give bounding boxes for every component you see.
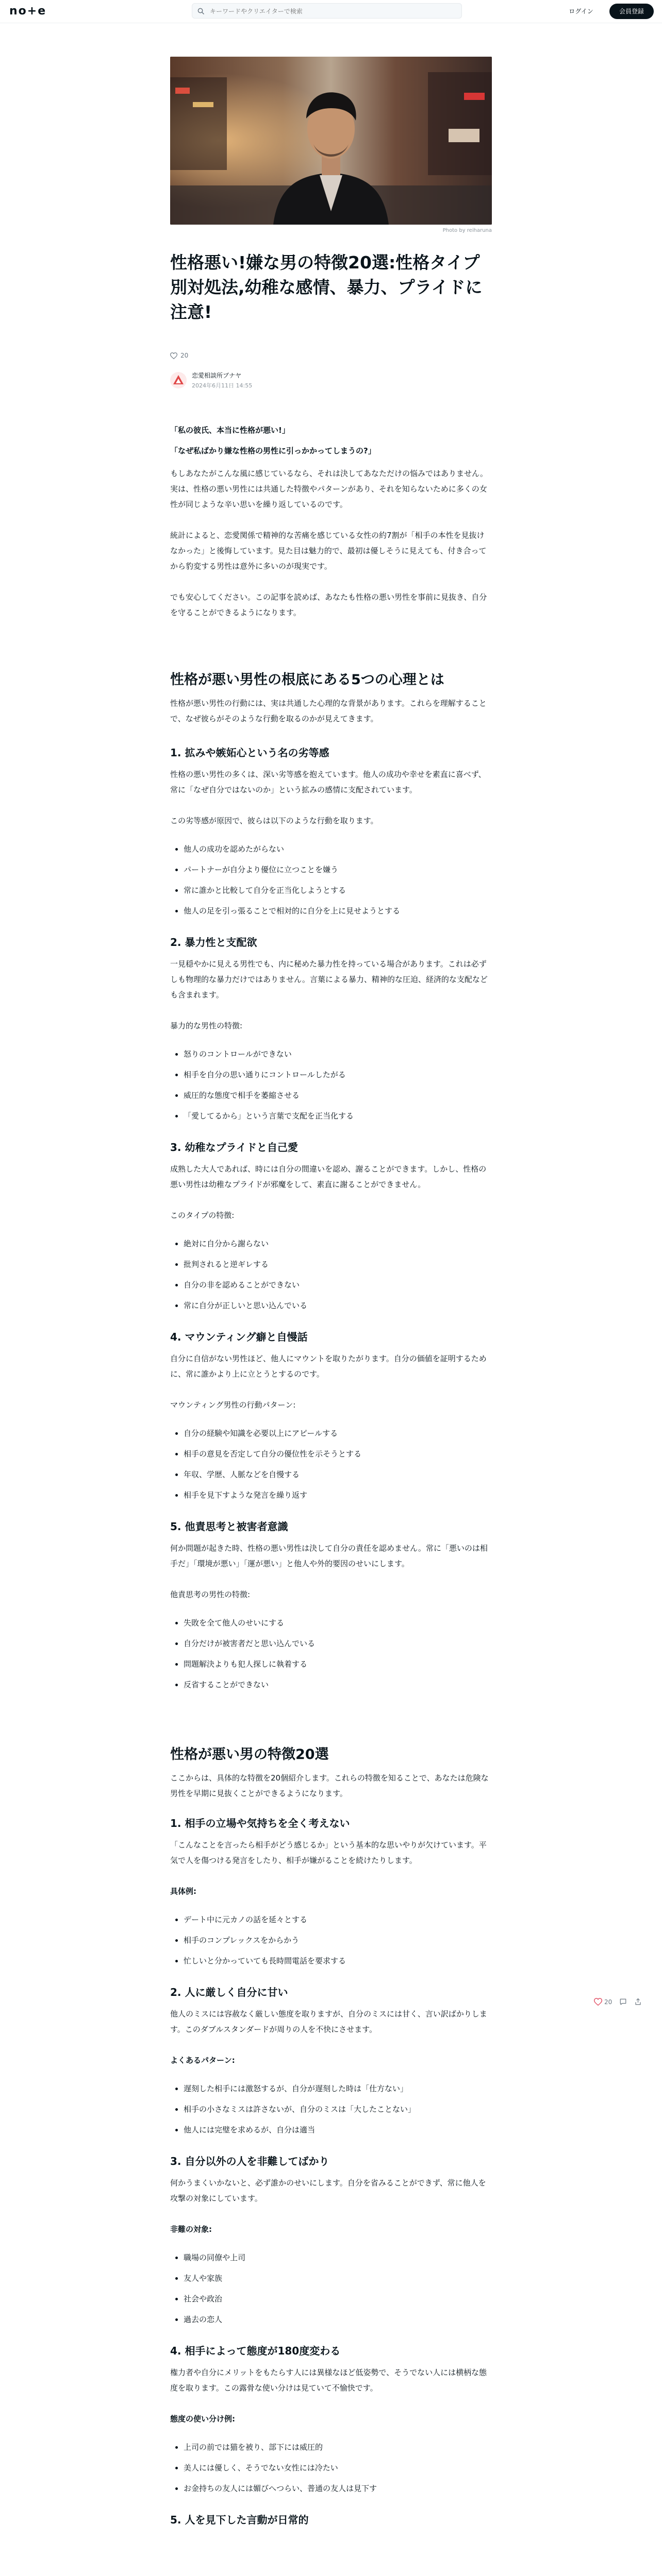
- side-like-count: 20: [604, 1998, 613, 2006]
- list-item: • 相手を自分の思い通りにコントロールしたがる: [184, 1064, 492, 1085]
- list-item: • 反省することができない: [184, 1674, 492, 1695]
- paragraph: 自分に自信がない男性ほど、他人にマウントを取りたがります。自分の価値を証明するために、常に誰かより上に立とうとするのです。: [170, 1354, 487, 1379]
- paragraph: 「なぜ私ばかり嫌な性格の男性に引っかかってしまうの?」: [170, 446, 376, 455]
- list-item: • 年収、学歴、人脈などを自慢する: [184, 1464, 492, 1485]
- paragraph: ここからは、具体的な特徴を20個紹介します。これらの特徴を知ることで、あなたは危険な男性を早期に見抜くことができるようになります。: [170, 1773, 489, 1798]
- list-item: • 相手の意見を否定して自分の優位性を示そうとする: [184, 1444, 492, 1464]
- list-item: • 威圧的な態度で相手を萎縮させる: [184, 1085, 492, 1106]
- list-item: • 自分だけが被害者だと思い込んでいる: [184, 1633, 492, 1654]
- photo-credit: Photo by reiharuna: [442, 228, 492, 233]
- list-item: • お金持ちの友人には媚びへつらい、普通の友人は見下す: [184, 2478, 492, 2499]
- subsection-heading: 4. マウンティング癖と自慢話: [170, 1331, 308, 1343]
- paragraph: 性格の悪い男性の多くは、深い劣等感を抱えています。他人の成功や幸せを素直に喜べず、常に「なぜ自分ではないのか」という拡みの感情に支配されています。: [170, 770, 486, 794]
- like-counter[interactable]: [170, 350, 188, 361]
- list-item: • 自分の経験や知識を必要以上にアピールする: [184, 1423, 492, 1444]
- paragraph: 態度の使い分け例:: [170, 2414, 235, 2424]
- paragraph: 暴力的な男性の特徴:: [170, 1021, 243, 1030]
- share-icon[interactable]: [634, 1998, 642, 2006]
- list-item: • 問題解決よりも犯人探しに執着する: [184, 1654, 492, 1674]
- list-item: • 美人には優しく、そうでない女性には冷たい: [184, 2458, 492, 2478]
- paragraph: 性格が悪い男性の行動には、実は共通した心理的な背景があります。これらを理解することで、なぜ彼らがそのような行動を取るのかが見えてきます。: [170, 699, 487, 723]
- paragraph: 具体例:: [170, 1887, 196, 1896]
- paragraph: もしあなたがこんな風に感じているなら、それは決してあなただけの悩みではありません。実は、性格の悪い男性には共通した特徴やパターンがあり、それを知らないために多くの女性が同じような辛い思いを繰り返しているのです。: [170, 469, 488, 509]
- bullet-list: [170, 1613, 492, 1695]
- note-logo[interactable]: no+e: [9, 5, 47, 18]
- list-item: • 友人や家族: [184, 2268, 492, 2289]
- subsection-heading: 3. 自分以外の人を非難してばかり: [170, 2155, 329, 2167]
- heart-icon[interactable]: [170, 352, 177, 359]
- subsection-heading: 1. 相手の立場や気持ちを全く考えない: [170, 1817, 350, 1829]
- side-actions: [594, 1998, 642, 2006]
- list-item: • 過去の恋人: [184, 2309, 492, 2330]
- paragraph: 他責思考の男性の特徴:: [170, 1590, 251, 1599]
- bullet-list: [170, 1423, 492, 1505]
- search-input[interactable]: [209, 6, 453, 16]
- bullet-list: [170, 1233, 492, 1316]
- paragraph: 統計によると、恋愛関係で精神的な苦痛を感じている女性の約7割が「相手の本性を見抜けなかった」と後悔しています。見た目は魅力的で、最初は優しそうに見えても、付き合ってから豹変する男性は意外に多いのが現実です。: [170, 531, 487, 571]
- list-item: • 常に自分が正しいと思い込んでいる: [184, 1295, 492, 1316]
- paragraph: 成熟した大人であれば、時には自分の間違いを認め、謝ることができます。しかし、性格の悪い男性は幼稚なプライドが邪魔をして、素直に謝ることができません。: [170, 1164, 487, 1189]
- list-item: • 失敗を全て他人のせいにする: [184, 1613, 492, 1633]
- subsection-heading: 1. 拡みや嫉妬心という名の劣等感: [170, 747, 329, 759]
- list-item: • 他人の足を引っ張ることで相対的に自分を上に見せようとする: [184, 901, 492, 921]
- list-item: • 絶対に自分から謝らない: [184, 1233, 492, 1254]
- bullet-list: [170, 1909, 492, 1971]
- subsection-heading: 2. 人に厳しく自分に甘い: [170, 1986, 288, 1998]
- list-item: • 相手の小さなミスは許さないが、自分のミスは「大したことない」: [184, 2099, 492, 2120]
- bullet-list: [170, 2437, 492, 2499]
- paragraph: 何かうまくいかないと、必ず誰かのせいにします。自分を省みることができず、常に他人を攻撃の対象にしています。: [170, 2178, 486, 2203]
- list-item: • 遅刻した相手には激怒するが、自分が遅刻した時は「仕方ない」: [184, 2078, 492, 2099]
- subsection-heading: 2. 暴力性と支配欲: [170, 936, 257, 948]
- search-box[interactable]: [192, 3, 462, 19]
- paragraph: このタイプの特徴:: [170, 1211, 235, 1220]
- list-item: • 相手を見下すような発言を繰り返す: [184, 1485, 492, 1505]
- side-like-button[interactable]: [594, 1998, 612, 2006]
- subsection-heading: 5. 他責思考と被害者意識: [170, 1520, 288, 1533]
- bullet-list: [170, 1044, 492, 1126]
- paragraph: 権力者や自分にメリットをもたらす人には異様なほど低姿勢で、そうでない人には横柄な態度を取ります。この露骨な使い分けは見ていて不愉快です。: [170, 2368, 487, 2393]
- section-heading: 性格が悪い男の特徴20選: [170, 1747, 329, 1762]
- paragraph: 一見穏やかに見える男性でも、内に秘めた暴力性を持っている場合があります。これは必ずしも物理的な暴力だけではありません。言葉による暴力、精神的な圧迫、経済的な支配なども含まれます。: [170, 959, 488, 999]
- bullet-list: [170, 2247, 492, 2330]
- list-item: • 忙しいと分かっていても長時間電話を要求する: [184, 1951, 492, 1971]
- list-item: • 常に誰かと比較して自分を正当化しようとする: [184, 880, 492, 901]
- like-count: 20: [180, 352, 189, 359]
- list-item: • 相手のコンプレックスをからかう: [184, 1930, 492, 1951]
- article-title: 性格悪い!嫌な男の特徴20選:性格タイプ別対処法,幼稚な感情、暴力、プライドに注意!: [170, 252, 483, 322]
- signup-button[interactable]: 会員登録: [609, 4, 654, 19]
- paragraph: でも安心してください。この記事を読めば、あなたも性格の悪い男性を事前に見抜き、自分を守ることができるようになります。: [170, 592, 487, 617]
- paragraph: この劣等感が原因で、彼らは以下のような行動を取ります。: [170, 816, 378, 825]
- subsection-heading: 5. 人を見下した言動が日常的: [170, 2514, 309, 2526]
- hero-image: [170, 57, 492, 225]
- list-item: • 上司の前では猫を被り、部下には威圧的: [184, 2437, 492, 2458]
- list-item: • 他人の成功を認めたがらない: [184, 839, 492, 859]
- search-icon: [197, 8, 204, 14]
- site-header: [0, 0, 662, 23]
- bullet-list: [170, 2078, 492, 2140]
- list-item: • 他人には完璧を求めるが、自分は適当: [184, 2120, 492, 2140]
- list-item: • 自分の非を認めることができない: [184, 1275, 492, 1295]
- list-item: • パートナーが自分より優位に立つことを嫌う: [184, 859, 492, 880]
- paragraph: 非難の対象:: [170, 2225, 212, 2234]
- list-item: • 批判されると逆ギレする: [184, 1254, 492, 1275]
- list-item: • 怒りのコントロールができない: [184, 1044, 492, 1064]
- comment-icon[interactable]: [619, 1998, 627, 2006]
- paragraph: 「こんなことを言ったら相手がどう感じるか」という基本的な思いやりが欠けています。平気で人を傷つける発言をしたり、相手が嫌がることを続けたりします。: [170, 1840, 487, 1865]
- list-item: • 社会や政治: [184, 2289, 492, 2309]
- heart-icon[interactable]: [594, 1998, 602, 2006]
- bullet-list: [170, 839, 492, 921]
- subsection-heading: 3. 幼稚なプライドと自己愛: [170, 1141, 298, 1154]
- author-block[interactable]: [170, 370, 252, 391]
- paragraph: 何か問題が起きた時、性格の悪い男性は決して自分の責任を認めません。常に「悪いのは相手だ」「環境が悪い」「運が悪い」と他人や外的要因のせいにします。: [170, 1544, 488, 1568]
- list-item: • デート中に元カノの話を延々とする: [184, 1909, 492, 1930]
- login-link[interactable]: ログイン: [569, 8, 593, 15]
- author-avatar[interactable]: [170, 372, 187, 388]
- paragraph: 他人のミスには容赦なく厳しい態度を取りますが、自分のミスには甘く、言い訳ばかりします。このダブルスタンダードが周りの人を不快にさせます。: [170, 2009, 487, 2034]
- section-heading: 性格が悪い男性の根底にある5つの心理とは: [170, 672, 444, 688]
- article-body: [170, 412, 492, 2528]
- paragraph: マウンティング男性の行動パターン:: [170, 1400, 296, 1410]
- publish-date: 2024年6月11日 14:55: [192, 382, 253, 389]
- paragraph: よくあるパターン:: [170, 2056, 235, 2065]
- author-name[interactable]: 恋愛相談所ブナヤ: [192, 372, 242, 379]
- paragraph: 「私の彼氏、本当に性格が悪い!」: [170, 426, 290, 435]
- list-item: • 「愛してるから」という言葉で支配を正当化する: [184, 1106, 492, 1126]
- subsection-heading: 4. 相手によって態度が180度変わる: [170, 2345, 341, 2357]
- list-item: • 職場の同僚や上司: [184, 2247, 492, 2268]
